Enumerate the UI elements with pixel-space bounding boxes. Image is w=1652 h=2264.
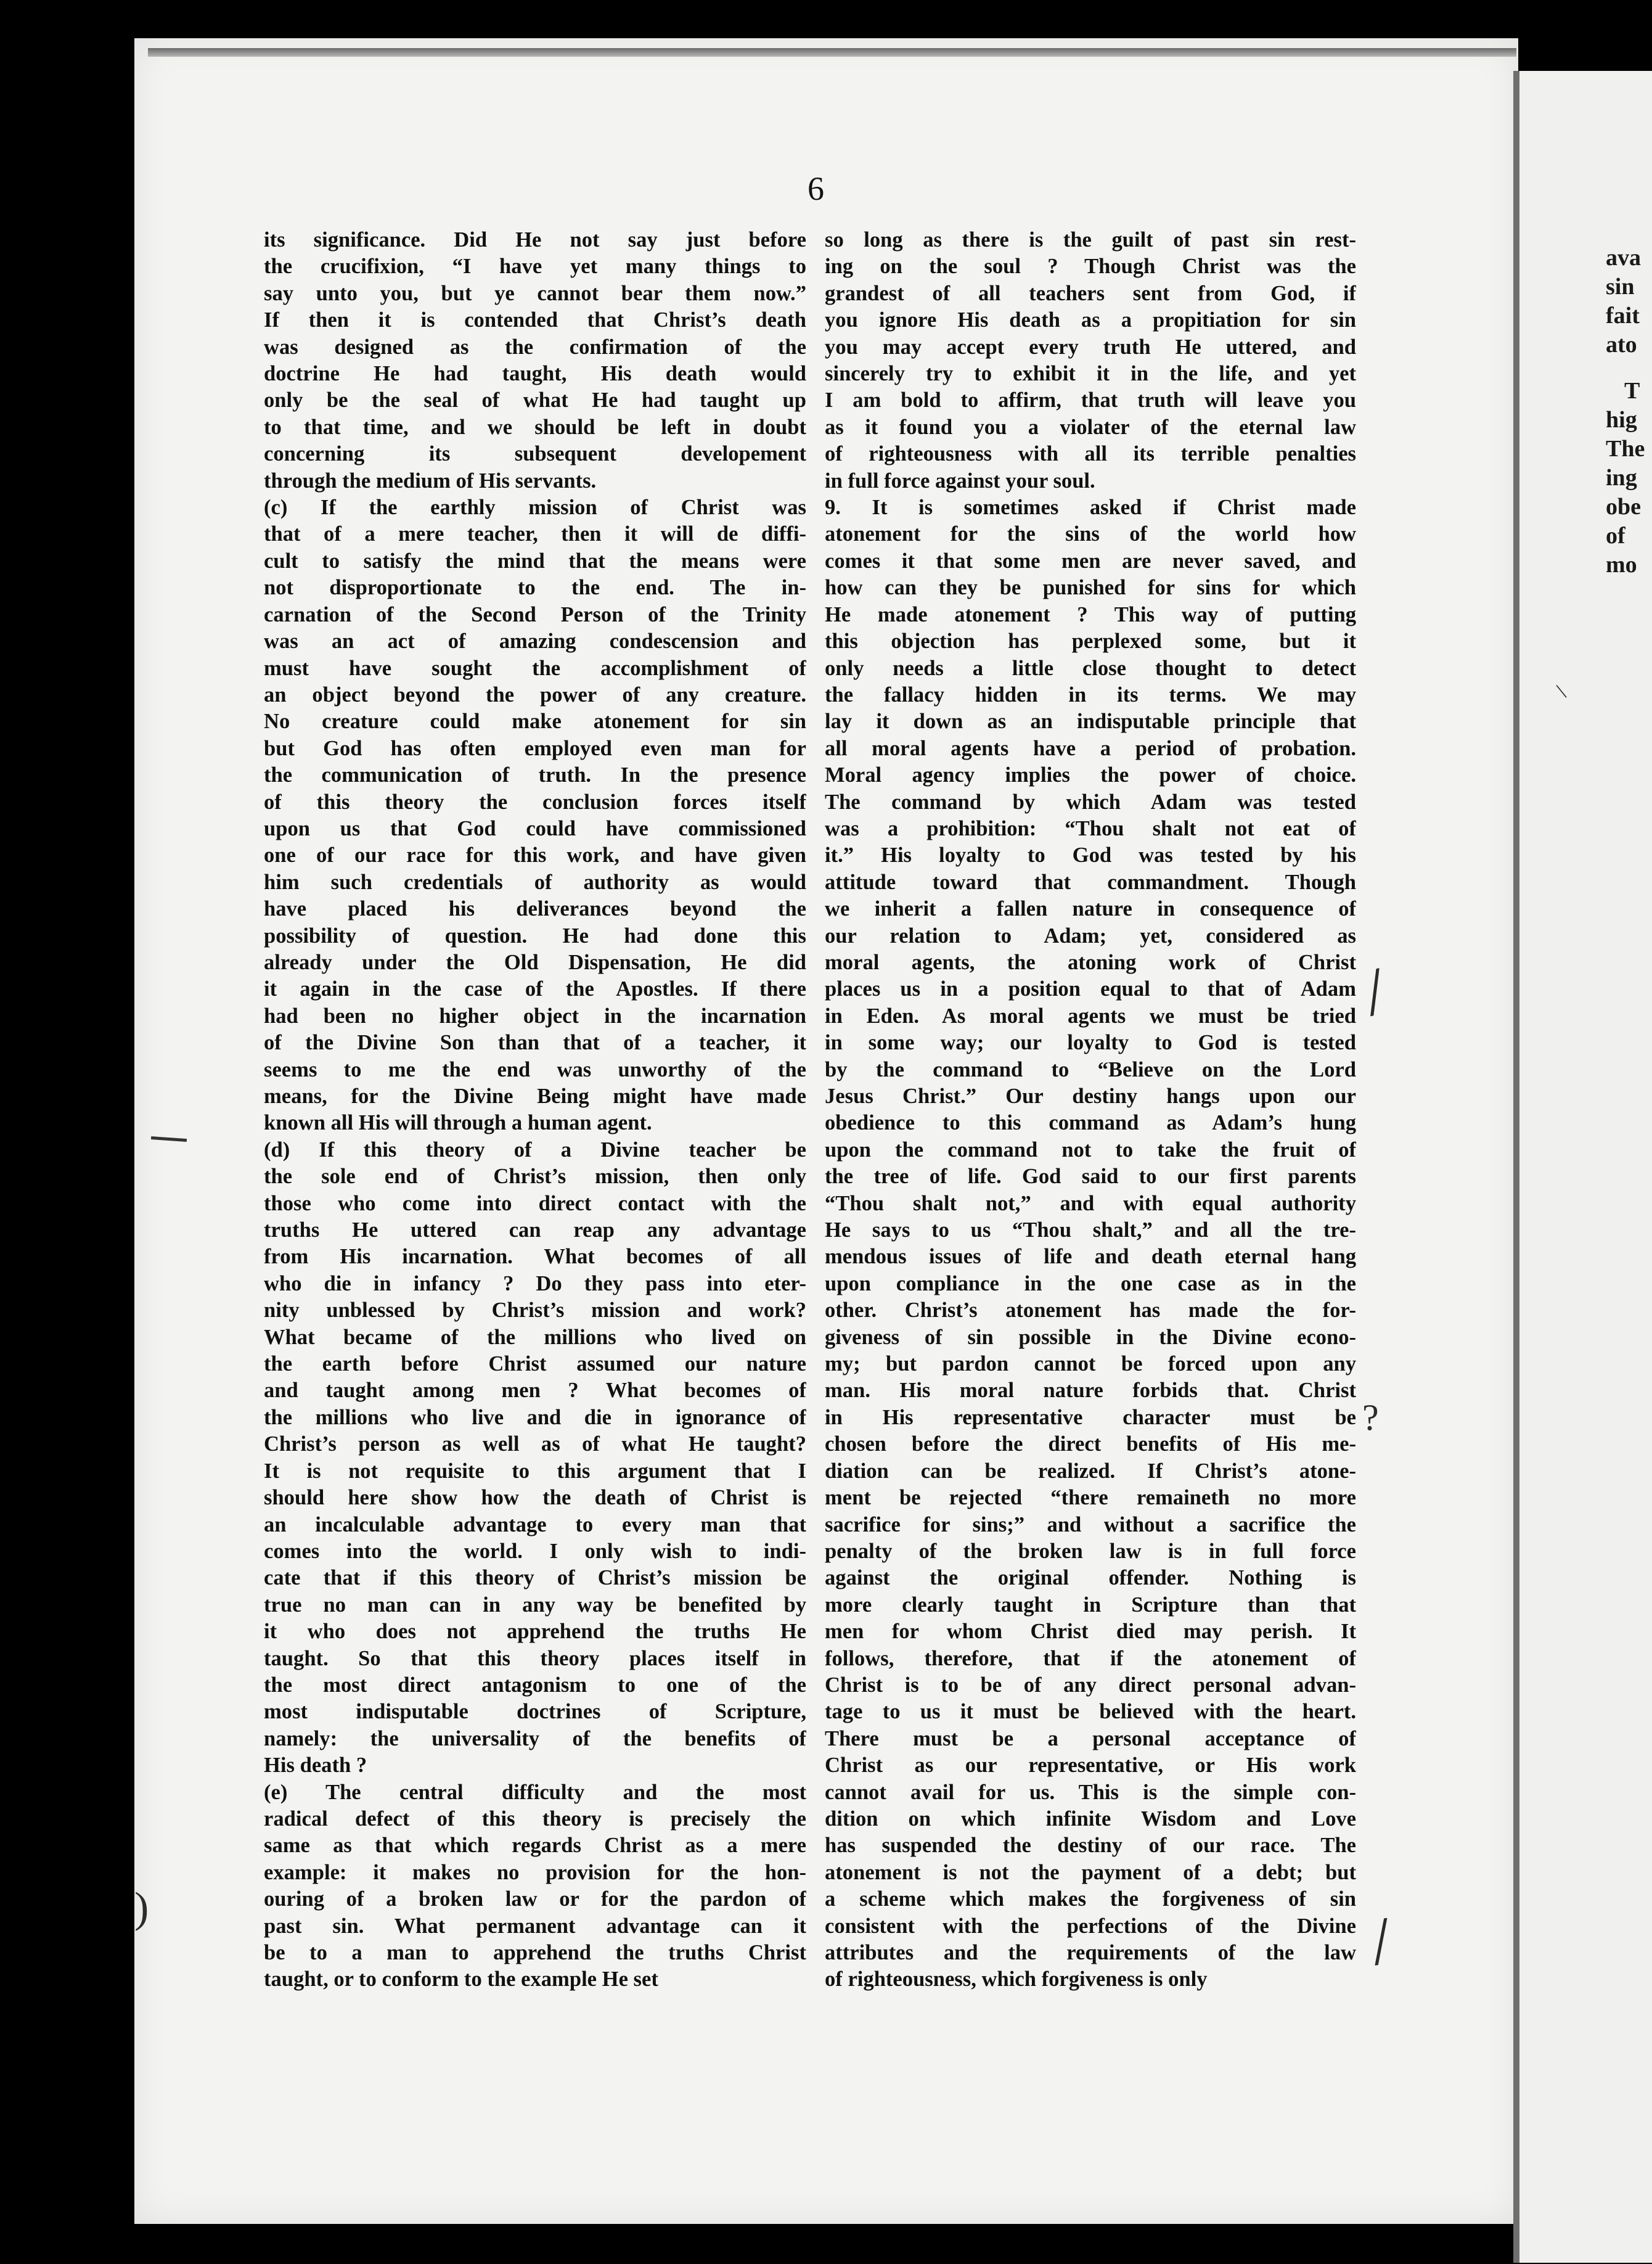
text-line: Christ is to be of any direct personal advan- [825, 1673, 1356, 1697]
text-line: mendous issues of life and death eternal hang [825, 1245, 1356, 1269]
margin-bracket-mark: ) [134, 1884, 149, 1932]
text-line: carnation of the Second Person of the Trinity [264, 602, 806, 626]
text-line: upon us that God could have commissioned [264, 816, 806, 840]
text-line: truths He uttered can reap any advantage [264, 1218, 806, 1242]
text-line: other. Christ’s atonement has made the for- [825, 1298, 1356, 1323]
text-line: one of our race for this work, and have given [264, 843, 806, 867]
text-line: atonement is not the payment of a debt; but [825, 1860, 1356, 1884]
text-line: in Eden. As moral agents we must be tried [825, 1004, 1356, 1028]
text-line: past sin. What permanent advantage can it [264, 1914, 806, 1938]
text-line: atonement for the sins of the world how [825, 522, 1356, 546]
text-line: that of a mere teacher, then it will de diffi- [264, 522, 806, 546]
text-line: man. His moral nature forbids that. Christ [825, 1379, 1356, 1403]
text-line: a scheme which makes the forgiveness of sin [825, 1887, 1356, 1911]
text-line: has suspended the destiny of our race. The [825, 1834, 1356, 1858]
text-line: dition on which infinite Wisdom and Love [825, 1807, 1356, 1831]
adjacent-page-fragment: obe [1606, 494, 1641, 520]
margin-tick-mark: \ [1554, 678, 1569, 704]
text-line: was designed as the confirmation of the [264, 335, 806, 359]
text-line: cult to satisfy the mind that the means were [264, 549, 806, 573]
text-line: the earth before Christ assumed our nature [264, 1352, 806, 1376]
text-line: taught. So that this theory places itself in [264, 1646, 806, 1670]
text-line: was a prohibition: “Thou shalt not eat of [825, 816, 1356, 840]
adjacent-page-fragment: T [1624, 378, 1640, 404]
adjacent-page-fragment: fait [1606, 303, 1640, 329]
adjacent-page-fragment: hig [1606, 407, 1637, 433]
text-line: was an act of amazing condescension and [264, 630, 806, 654]
text-line: the crucifixion, “I have yet many things to [264, 255, 806, 279]
text-line: diation can be realized. If Christ’s atone- [825, 1459, 1356, 1483]
text-line: have placed his deliverances beyond the [264, 897, 806, 921]
text-line: only needs a little close thought to detect [825, 656, 1356, 680]
text-line: It is not requisite to this argument that I [264, 1459, 806, 1483]
text-line: namely: the universality of the benefits of [264, 1726, 806, 1750]
adjacent-page-fragment: The [1606, 436, 1645, 462]
text-line: of righteousness with all its terrible penalties [825, 442, 1356, 466]
text-line: be to a man to apprehend the truths Christ [264, 1941, 806, 1964]
text-line: my; but pardon cannot be forced upon any [825, 1352, 1356, 1376]
text-line: of this theory the conclusion forces itself [264, 790, 806, 814]
text-line: we inherit a fallen nature in consequence of [825, 897, 1356, 921]
text-line: not disproportionate to the end. The in- [264, 576, 806, 600]
text-line: you ignore His death as a propitiation for sin [825, 308, 1356, 332]
text-line: example: it makes no provision for the hon- [264, 1860, 806, 1884]
text-line: moral agents, the atoning work of Christ [825, 950, 1356, 974]
adjacent-page-fragment: ing [1606, 465, 1637, 491]
text-line: its significance. Did He not say just before [264, 228, 806, 252]
text-line: obedience to this command as Adam’s hung [825, 1111, 1356, 1135]
text-line: If then it is contended that Christ’s death [264, 308, 806, 332]
text-line: ouring of a broken law or for the pardon of [264, 1887, 806, 1911]
text-line: sacrifice for sins;” and without a sacrifice the [825, 1512, 1356, 1536]
text-line: cate that if this theory of Christ’s mission be [264, 1566, 806, 1590]
text-line: follows, therefore, that if the atonement of [825, 1646, 1356, 1670]
adjacent-page-edge [1513, 71, 1652, 2263]
text-line: the tree of life. God said to our first parents [825, 1165, 1356, 1189]
text-line: (d) If this theory of a Divine teacher be [264, 1138, 806, 1162]
text-line: of righteousness, which forgiveness is only [825, 1967, 1208, 1991]
text-line: What became of the millions who lived on [264, 1325, 806, 1349]
margin-check-mark: / [1357, 953, 1392, 1030]
text-line: lay it down as an indisputable principle that [825, 710, 1356, 734]
adjacent-page-fragment: ava [1606, 245, 1641, 271]
text-line: known all His will through a human agent. [264, 1111, 652, 1135]
text-line: 9. It is sometimes asked if Christ made [825, 496, 1356, 520]
text-line: our relation to Adam; yet, considered as [825, 924, 1356, 948]
text-line: how can they be punished for sins for which [825, 576, 1356, 600]
text-line: should here show how the death of Christ is [264, 1486, 806, 1510]
text-line: taught, or to conform to the example He set [264, 1967, 658, 1991]
margin-check-mark: / [1366, 1902, 1396, 1980]
adjacent-page-fragment: of [1606, 523, 1625, 549]
text-line: (c) If the earthly mission of Christ was [264, 496, 806, 520]
text-line: tage to us it must be believed with the heart. [825, 1700, 1356, 1724]
text-line: attributes and the requirements of the law [825, 1941, 1356, 1964]
text-line: His death ? [264, 1753, 367, 1778]
text-line: Jesus Christ.” Our destiny hangs upon our [825, 1085, 1356, 1108]
text-line: There must be a personal acceptance of [825, 1726, 1356, 1750]
text-line: chosen before the direct benefits of His me- [825, 1432, 1356, 1456]
text-line: as it found you a violater of the eternal law [825, 415, 1356, 439]
text-line: but God has often employed even man for [264, 736, 806, 760]
text-line: you may accept every truth He uttered, and [825, 335, 1356, 359]
text-line: from His incarnation. What becomes of all [264, 1245, 806, 1269]
text-line: of the Divine Son than that of a teacher, it [264, 1031, 806, 1055]
text-line: the communication of truth. In the presence [264, 763, 806, 787]
text-line: all moral agents have a period of probation. [825, 736, 1356, 760]
text-line: those who come into direct contact with the [264, 1191, 806, 1215]
text-line: ment be rejected “there remaineth no more [825, 1486, 1356, 1510]
text-line: consistent with the perfections of the Divine [825, 1914, 1356, 1938]
text-line: penalty of the broken law is in full force [825, 1539, 1356, 1563]
text-line: through the medium of His servants. [264, 469, 597, 493]
text-line: the most direct antagonism to one of the [264, 1673, 806, 1697]
text-line: No creature could make atonement for sin [264, 710, 806, 734]
text-line: concerning its subsequent developement [264, 442, 806, 466]
text-line: Christ’s person as well as of what He taught? [264, 1432, 806, 1456]
text-line: nity unblessed by Christ’s mission and work? [264, 1298, 806, 1323]
left-text-column [264, 227, 806, 1993]
text-line: He says to us “Thou shalt,” and all the tre- [825, 1218, 1356, 1242]
text-line: so long as there is the guilt of past sin rest- [825, 228, 1356, 252]
text-line: him such credentials of authority as would [264, 870, 806, 894]
margin-question-mark: ? [1362, 1397, 1379, 1438]
page-top-edge [148, 48, 1516, 57]
text-line: (e) The central difficulty and the most [264, 1780, 806, 1804]
text-line: Moral agency implies the power of choice. [825, 763, 1356, 787]
text-line: an object beyond the power of any creature. [264, 683, 806, 707]
text-line: an incalculable advantage to every man that [264, 1512, 806, 1536]
text-line: places us in a position equal to that of Adam [825, 977, 1356, 1001]
text-line: true no man can in any way be benefited by [264, 1593, 806, 1617]
adjacent-page-fragment: mo [1606, 552, 1637, 578]
text-line: grandest of all teachers sent from God, if [825, 281, 1356, 305]
text-line: possibility of question. He had done this [264, 924, 806, 948]
text-line: say unto you, but ye cannot bear them now.” [264, 281, 806, 305]
text-line: it who does not apprehend the truths He [264, 1620, 806, 1644]
adjacent-page-fragment: ato [1606, 332, 1637, 358]
text-line: “Thou shalt not,” and with equal authority [825, 1191, 1356, 1215]
text-line: Christ as our representative, or His work [825, 1753, 1356, 1778]
text-line: had been no higher object in the incarnation [264, 1004, 806, 1028]
text-line: more clearly taught in Scripture than that [825, 1593, 1356, 1617]
text-line: only be the seal of what He had taught up [264, 388, 806, 412]
right-text-column [825, 227, 1356, 1993]
text-line: in His representative character must be [825, 1405, 1356, 1429]
text-line: attitude toward that commandment. Though [825, 870, 1356, 894]
text-line: in some way; our loyalty to God is tested [825, 1031, 1356, 1055]
text-line: comes it that some men are never saved, and [825, 549, 1356, 573]
text-line: The command by which Adam was tested [825, 790, 1356, 814]
page-number: 6 [808, 170, 824, 207]
text-line: means, for the Divine Being might have made [264, 1085, 806, 1108]
text-line: the sole end of Christ’s mission, then only [264, 1165, 806, 1189]
text-line: radical defect of this theory is precisely the [264, 1807, 806, 1831]
text-line: men for whom Christ died may perish. It [825, 1620, 1356, 1644]
text-line: in full force against your soul. [825, 469, 1095, 493]
text-line: upon compliance in the one case as in the [825, 1271, 1356, 1295]
text-line: against the original offender. Nothing is [825, 1566, 1356, 1590]
text-line: comes into the world. I only wish to indi- [264, 1539, 806, 1563]
text-line: to that time, and we should be left in doubt [264, 415, 806, 439]
text-line: seems to me the end was unworthy of the [264, 1057, 806, 1081]
text-line: sincerely try to exhibit it in the life, and yet [825, 362, 1356, 386]
text-line: who die in infancy ? Do they pass into eter- [264, 1271, 806, 1295]
text-line: He made atonement ? This way of putting [825, 602, 1356, 626]
text-line: upon the command not to take the fruit of [825, 1138, 1356, 1162]
text-line: must have sought the accomplishment of [264, 656, 806, 680]
text-line: this objection has perplexed some, but it [825, 630, 1356, 654]
adjacent-page-fragment: sin [1606, 274, 1635, 300]
text-line: it again in the case of the Apostles. If there [264, 977, 806, 1001]
text-line: the fallacy hidden in its terms. We may [825, 683, 1356, 707]
text-line: the millions who live and die in ignorance of [264, 1405, 806, 1429]
text-line: it.” His loyalty to God was tested by his [825, 843, 1356, 867]
text-line: most indisputable doctrines of Scripture, [264, 1700, 806, 1724]
text-line: ing on the soul ? Though Christ was the [825, 255, 1356, 279]
text-line: cannot avail for us. This is the simple con- [825, 1780, 1356, 1804]
text-line: by the command to “Believe on the Lord [825, 1057, 1356, 1081]
text-line: and taught among men ? What becomes of [264, 1379, 806, 1403]
text-line: same as that which regards Christ as a mere [264, 1834, 806, 1858]
text-line: doctrine He had taught, His death would [264, 362, 806, 386]
text-line: giveness of sin possible in the Divine econo- [825, 1325, 1356, 1349]
text-line: I am bold to affirm, that truth will leave you [825, 388, 1356, 412]
text-line: already under the Old Dispensation, He did [264, 950, 806, 974]
